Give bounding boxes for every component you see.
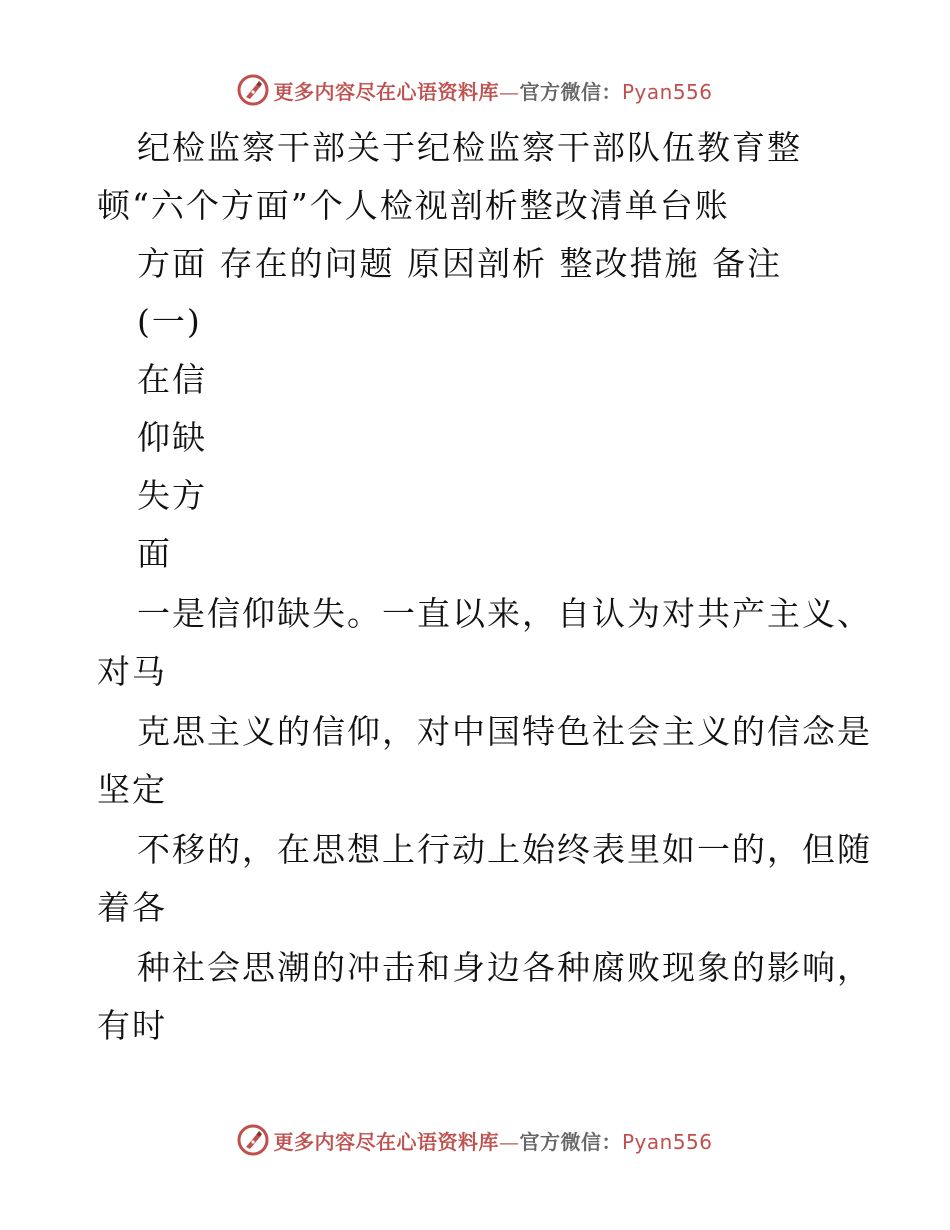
banner-text <box>273 1126 712 1155</box>
banner-site-name: 更多内容尽在心语资料库 <box>273 79 499 104</box>
banner-site-name: 更多内容尽在心语资料库 <box>273 1129 499 1154</box>
banner-dash: — <box>498 79 520 104</box>
paragraph-line: 不移的，在思想上行动上始终表里如一的，但随 <box>137 830 872 869</box>
banner-wechat-id: Pyan556 <box>621 1129 713 1154</box>
title-line-2: 顿“六个方面”个人检视剖析整改清单台账 <box>97 186 730 225</box>
pen-nib-logo-icon <box>237 1124 269 1156</box>
banner-wechat-id: Pyan556 <box>621 79 713 104</box>
title-line-1: 纪检监察干部关于纪检监察干部队伍教育整 <box>137 128 802 167</box>
paragraph-line: 克思主义的信仰，对中国特色社会主义的信念是 <box>137 712 872 751</box>
paragraph-line: 坚定 <box>97 770 167 809</box>
footer-banner <box>0 1120 950 1160</box>
banner-dash: — <box>498 1129 520 1154</box>
paragraph-line: 有时 <box>97 1006 167 1045</box>
banner-wechat-label: 官方微信： <box>519 1129 622 1154</box>
pen-nib-logo-icon <box>237 74 269 106</box>
header-banner <box>0 70 950 110</box>
banner-wechat-label: 官方微信： <box>519 79 622 104</box>
section-title-part-4: 面 <box>137 534 172 573</box>
section-title-part-3: 失方 <box>137 476 207 515</box>
paragraph-line: 一是信仰缺失。一直以来，自认为对共产主义、 <box>137 594 872 633</box>
paragraph-line: 种社会思潮的冲击和身边各种腐败现象的影响， <box>137 948 872 987</box>
section-number: (一) <box>137 302 202 341</box>
table-header-line: 方面 存在的问题 原因剖析 整改措施 备注 <box>137 244 782 283</box>
banner-text <box>273 76 712 105</box>
section-title-part-2: 仰缺 <box>137 418 207 457</box>
section-title-part-1: 在信 <box>137 360 207 399</box>
paragraph-line: 对马 <box>97 652 167 691</box>
paragraph-line: 着各 <box>97 888 167 927</box>
